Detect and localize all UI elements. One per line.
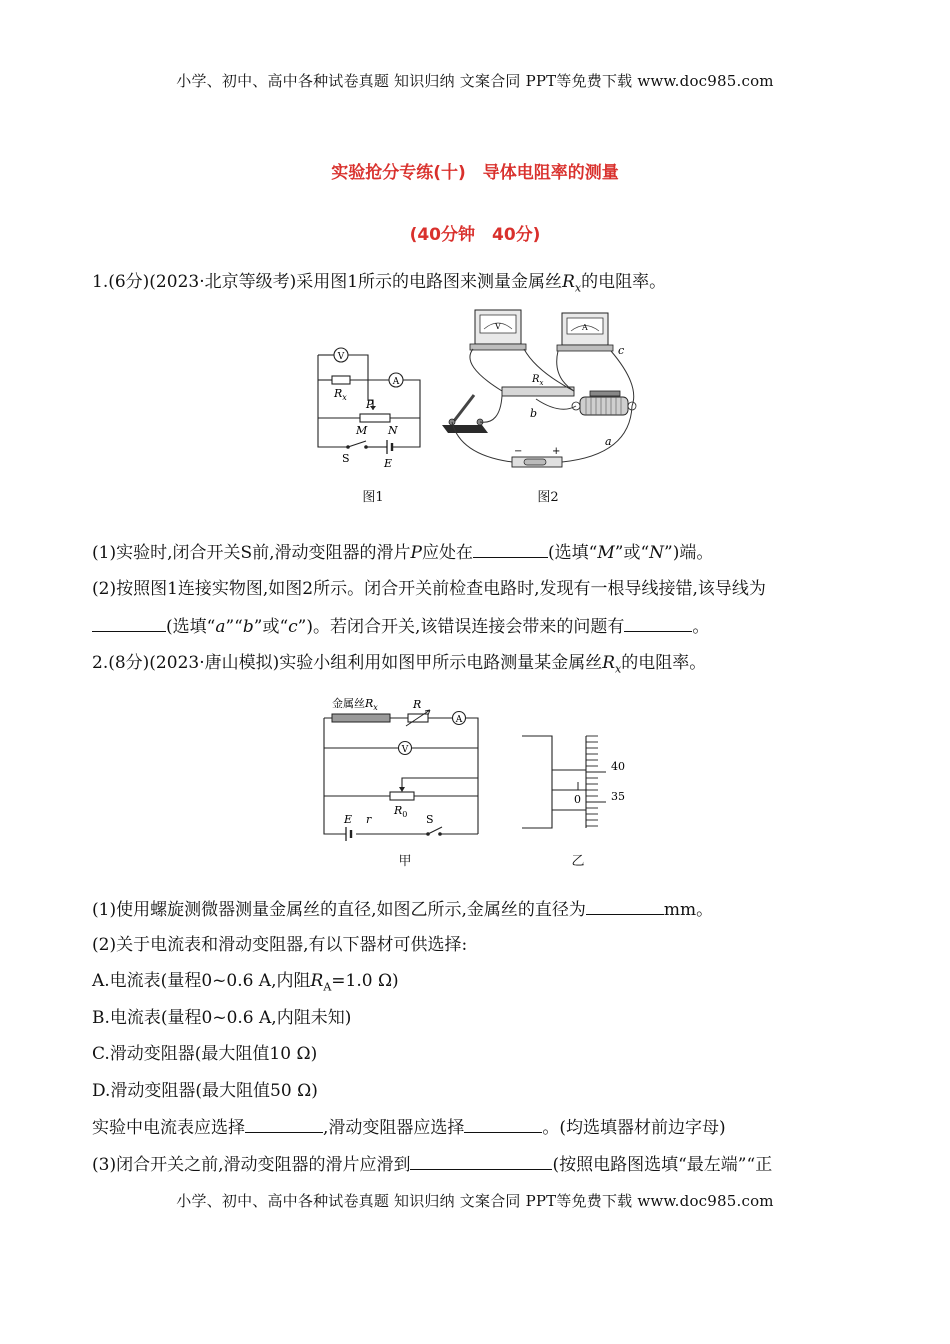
q2-opt-a-text: A.电流表(量程0~0.6 A,内阻: [92, 971, 311, 991]
q1-p1-text-c: (选填“: [548, 543, 598, 563]
fig1-n-label: N: [388, 424, 398, 437]
q2-ammeter-blank[interactable]: [245, 1115, 323, 1133]
q2-p1-blank[interactable]: [586, 897, 664, 915]
figure-2-caption: 图2: [537, 490, 559, 505]
q1-p1-text-d: ”或“: [614, 543, 650, 563]
q2-choose-text: 实验中电流表应选择: [92, 1118, 245, 1138]
q1-p2-text-c: ”或“: [253, 617, 289, 637]
q1-p2-text-b: ”“: [225, 617, 243, 637]
jia-metal-wire: [332, 714, 390, 722]
q1-p1-blank[interactable]: [473, 540, 548, 558]
page-footer: 小学、初中、高中各种试卷真题 知识归纳 文案合同 PPT等免费下载 www.doc985.com: [176, 1192, 774, 1210]
fig1-rx-var: R: [334, 387, 343, 400]
q1-stem-var: R: [562, 272, 575, 292]
page-title: 实验抢分专练(十) 导体电阻率的测量: [331, 163, 619, 183]
jia-ammeter-label: A: [455, 715, 463, 725]
q1-part-2-line-1: (2)按照图1连接实物图,如图2所示。闭合开关前检查电路时,发现有一根导线接错,该导线为: [92, 579, 766, 599]
q1-p1-m: M: [597, 543, 615, 563]
fig1-switch-pivot: [346, 445, 350, 449]
q1-p2-c: c: [288, 617, 298, 637]
fig2-minus-label: −: [514, 446, 523, 457]
yi-tick-40: 40: [611, 760, 625, 773]
q1-p2-blank-wire[interactable]: [92, 614, 166, 632]
figure-yi-caption: 乙: [571, 854, 585, 869]
jia-wire-label-text: 金属丝: [332, 697, 365, 710]
q2-part-2: (2)关于电流表和滑动变阻器,有以下器材可供选择:: [92, 935, 468, 955]
fig1-e-label: E: [384, 457, 393, 470]
fig1-voltmeter-label: V: [337, 352, 345, 362]
fig2-wire-a-to-rx: [557, 351, 574, 391]
jia-rheostat-r0: [390, 792, 414, 800]
q2-option-a: [92, 969, 872, 999]
fig2-voltmeter-label: V: [495, 322, 501, 331]
fig2-ammeter-label: A: [582, 323, 588, 332]
q2-p3-blank[interactable]: [410, 1152, 552, 1170]
fig1-rx-resistor: [332, 376, 350, 384]
q1-part-1: [92, 540, 872, 565]
q2-stem-text-end: 的电阻率。: [621, 653, 707, 673]
fig1-p-label: P: [366, 398, 374, 411]
q2-stem-var: R: [602, 653, 616, 673]
q2-opt-a-sub: A: [323, 980, 332, 994]
q1-p2-text-d: ”)。若闭合开关,该错误连接会带来的问题有: [297, 617, 625, 637]
q2-choose-text-b: ,滑动变阻器应选择: [323, 1118, 465, 1138]
q1-p1-text-e: ”)端。: [664, 543, 714, 563]
q2-p3-text-b: (按照电路图选填“最左端”“正: [552, 1155, 773, 1175]
fig2-wire-rx-v-left: [470, 349, 502, 391]
figure-1-circuit: [300, 340, 440, 475]
q2-opt-a-text-b: =1.0 Ω): [331, 971, 399, 991]
fig2-ammeter: [557, 313, 613, 351]
q2-p1-unit: mm。: [663, 900, 714, 920]
q1-stem-sub: x: [574, 281, 582, 295]
q1-p1-var: P: [410, 543, 422, 563]
jia-wire-var: R: [365, 697, 374, 710]
figure-jia-circuit: [318, 692, 493, 842]
fig2-rx-label: [531, 374, 544, 387]
q1-stem-text-end: 的电阻率。: [581, 272, 667, 292]
q1-p2-a: a: [215, 617, 226, 637]
jia-s-label: S: [426, 813, 434, 826]
q2-stem: [92, 651, 872, 681]
fig2-wire-c-label: c: [618, 344, 625, 357]
fig1-rx-sub: x: [342, 393, 347, 402]
jia-r-label: R: [413, 698, 422, 711]
q1-stem: [92, 270, 872, 300]
q1-p2-text-e: 。: [692, 617, 710, 637]
yi-thimble-ticks: [586, 736, 606, 826]
q2-stem-text: 2.(8分)(2023·唐山模拟)实验小组利用如图甲所示电路测量某金属丝: [92, 653, 603, 673]
jia-e-label: E: [344, 813, 353, 826]
q2-p3-text: (3)闭合开关之前,滑动变阻器的滑片应滑到: [92, 1155, 411, 1175]
q1-p1-text: (1)实验时,闭合开关S前,滑动变阻器的滑片: [92, 543, 411, 563]
q1-stem-text: 1.(6分)(2023·北京等级考)采用图1所示的电路图来测量金属丝: [92, 272, 563, 292]
jia-wire-label: [332, 696, 378, 712]
jia-slider-arrow-icon: [399, 787, 405, 792]
q2-stem-sub: x: [615, 662, 622, 676]
yi-anvil-outline: [522, 736, 552, 828]
fig2-plus-label: +: [552, 446, 561, 457]
jia-r0-sub: 0: [402, 810, 408, 819]
q2-choose-line: [92, 1115, 872, 1140]
jia-switch-contact: [438, 832, 442, 836]
fig1-rx-label: [333, 387, 347, 402]
q2-part-3: [92, 1152, 872, 1177]
yi-tick-0: 0: [574, 793, 581, 806]
fig1-rheostat: [360, 414, 390, 422]
fig1-ammeter-label: A: [392, 377, 400, 387]
fig2-rx-var: R: [532, 374, 540, 385]
jia-r0-var: R: [394, 804, 403, 817]
q2-option-c: C.滑动变阻器(最大阻值10 Ω): [92, 1044, 318, 1064]
q2-part-1: [92, 897, 872, 922]
q1-p2-text-a: (选填“: [166, 617, 216, 637]
fig2-rx-wire-board: [502, 387, 574, 396]
q2-option-d: D.滑动变阻器(最大阻值50 Ω): [92, 1081, 318, 1101]
page-subtitle: (40分钟 40分): [409, 225, 541, 245]
figure-yi-micrometer: [518, 730, 638, 835]
jia-wire-sub: x: [373, 703, 378, 712]
yi-tick-35: 35: [611, 790, 625, 803]
q2-rheostat-blank[interactable]: [464, 1115, 542, 1133]
jia-voltmeter-label: V: [401, 745, 409, 755]
q1-p2-blank-problem[interactable]: [624, 614, 692, 632]
q2-p1-text: (1)使用螺旋测微器测量金属丝的直径,如图乙所示,金属丝的直径为: [92, 900, 586, 920]
q1-p1-n: N: [649, 543, 665, 563]
fig2-wire-b: [480, 396, 502, 422]
q1-part-2-line-2: [92, 614, 872, 639]
fig1-m-label: M: [356, 424, 368, 437]
fig1-s-label: S: [342, 452, 350, 465]
q2-option-b: B.电流表(量程0~0.6 A,内阻未知): [92, 1008, 352, 1028]
fig2-battery-box: [512, 457, 562, 467]
jia-r0-label: [393, 804, 407, 819]
page-header: 小学、初中、高中各种试卷真题 知识归纳 文案合同 PPT等免费下载 www.doc985.com: [176, 72, 774, 90]
fig2-switch: [442, 395, 488, 433]
figure-2-apparatus: [440, 305, 655, 480]
fig2-rx-sub: x: [539, 379, 544, 387]
figure-jia-caption: 甲: [398, 854, 412, 869]
fig2-rheostat: [572, 391, 636, 415]
fig2-wire-rheo-left: [536, 399, 576, 409]
q1-p1-text-b: 应处在: [422, 543, 473, 563]
jia-r-int-label: r: [366, 813, 372, 826]
q1-p2-b: b: [242, 617, 254, 637]
fig2-wire-b-label: b: [530, 407, 538, 420]
q2-opt-a-var: R: [310, 971, 324, 991]
figure-1-caption: 图1: [362, 490, 384, 505]
fig2-wire-a-label: a: [605, 435, 612, 448]
q2-choose-text-c: 。(均选填器材前边字母): [542, 1118, 726, 1138]
